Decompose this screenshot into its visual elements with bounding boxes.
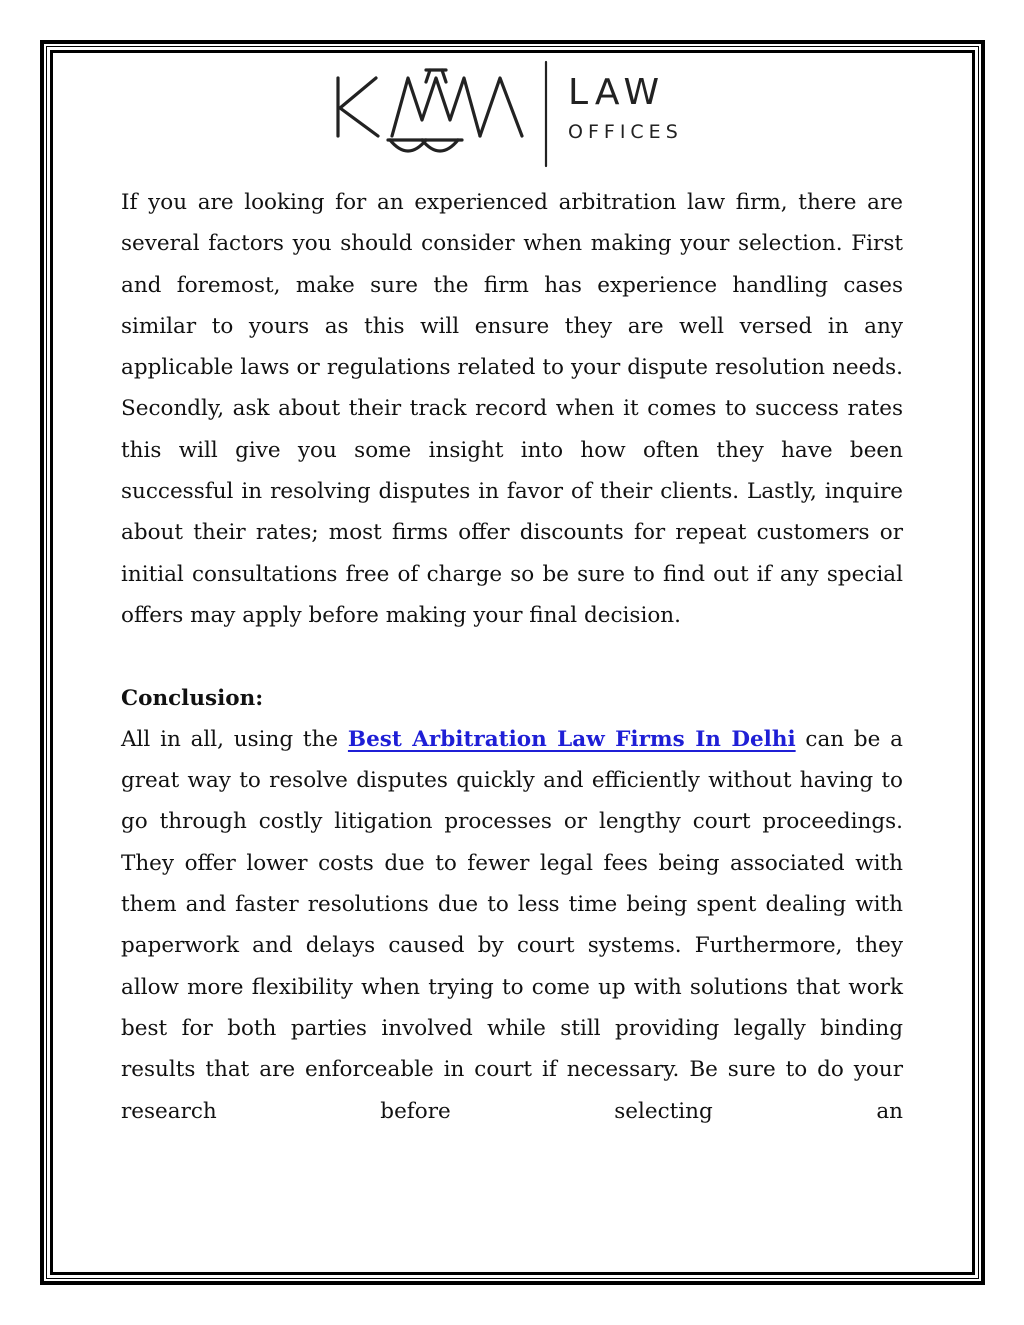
kma-law-offices-logo (330, 58, 690, 170)
intro-paragraph: If you are looking for an experienced arbitration law firm, there are several factors you should consider when making your selection. First and foremost, make sure the firm has experience handling cases similar to yours as this will ensure they are well versed in any applicable laws or regulations related to your dispute resolution needs. Secondly, ask about their track record when it comes to success rates this will give you some insight into how often they have been successful in resolving disputes in favor of their clients. Lastly, inquire about their rates; most firms offer discounts for repeat customers or initial consultations free of charge so be sure to find out if any special offers may apply before making your final decision. (121, 190, 903, 628)
conclusion-text-start: All in all, using the (121, 726, 348, 752)
best-arbitration-law-firms-link[interactable]: Best Arbitration Law Firms In Delhi (347, 726, 796, 752)
conclusion-heading: Conclusion: (121, 685, 264, 711)
conclusion-text-rest: can be a great way to resolve disputes quickly and efficiently without having to go through costly litigation processes or lengthy court proceedings. They offer lower costs due to fewer legal fees being associated with them and faster resolutions due to less time being spent dealing with paperwork and delays caused by court systems. Furthermore, they allow more flexibility when trying to come up with solutions that work best for both parties involved while still providing legally binding results that are enforceable in court if necessary. Be sure to do your research before selecting an (121, 726, 903, 1124)
logo-law-text: LAW (568, 72, 666, 113)
document-body (121, 182, 903, 1132)
logo-offices-text: OFFICES (568, 121, 683, 143)
conclusion-paragraph (121, 719, 903, 1132)
